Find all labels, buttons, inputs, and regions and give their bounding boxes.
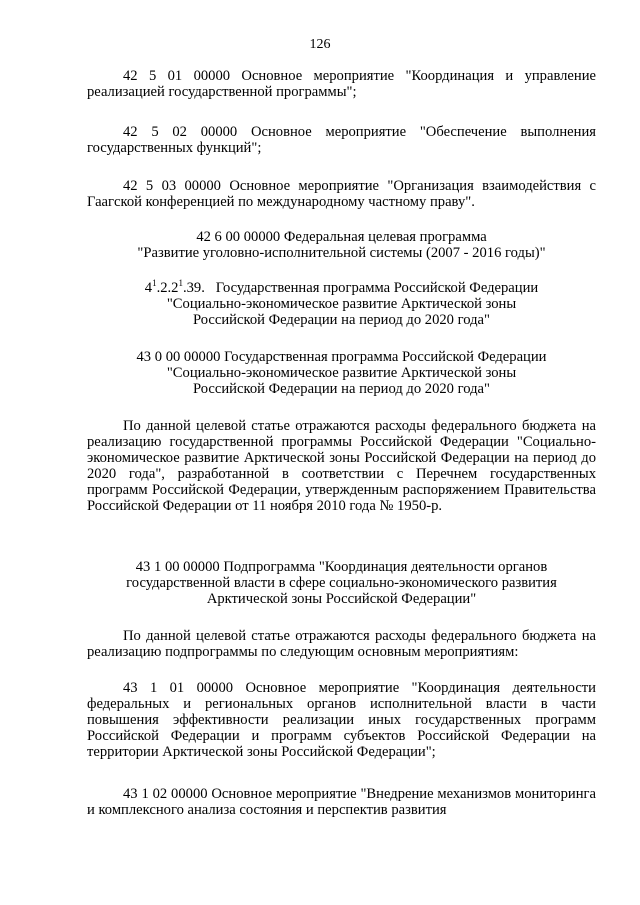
paragraph-43-1-02: 43 1 02 00000 Основное мероприятие "Внедрение механизмов мониторинга и комплексного анализа состояния и перспектив развития — [87, 786, 596, 818]
heading-43-0 — [87, 349, 596, 397]
heading-43-1 — [87, 559, 596, 607]
page-number: 126 — [309, 37, 331, 52]
paragraph-42-5-02: 42 5 02 00000 Основное мероприятие "Обеспечение выполнения государственных функций"; — [87, 124, 596, 156]
heading-line: Российской Федерации на период до 2020 года" — [193, 381, 490, 397]
heading-line: Арктической зоны Российской Федерации" — [206, 591, 477, 607]
heading-line: 43 0 00 00000 Государственная программа Российской Федерации — [136, 349, 547, 365]
heading-line: "Социально-экономическое развитие Арктической зоны — [166, 296, 517, 312]
heading-line: $4^1.2.2^1.39$. Государственная программа Российской Федерации — [144, 278, 539, 296]
paragraph-42-5-01: 42 5 01 00000 Основное мероприятие "Координация и управление реализацией государственной программы"; — [87, 68, 596, 100]
paragraph-42-5-03: 42 5 03 00000 Основное мероприятие "Организация взаимодействия с Гаагской конференцией по международному частному праву". — [87, 178, 596, 210]
heading-line: Российской Федерации на период до 2020 года" — [193, 312, 490, 328]
heading-line: 43 1 00 00000 Подпрограмма "Координация деятельности органов — [135, 559, 548, 575]
section-number: $4^1.2.2^1.39$. — [144, 278, 205, 296]
paragraph-program-description: По данной целевой статье отражаются расходы федерального бюджета на реализацию государственной программы Российской Федерации "Социально-экономическое развитие Арктической зоны Российской Федерации на период до 2020 года", разработанной в соответствии с Перечнем государственных программ Российской Федерации, утвержденным распоряжением Правительства Российской Федерации от 11 ноября 2010 года № 1950-р. — [87, 418, 596, 514]
heading-line: государственной власти в сфере социально-экономического развития — [126, 575, 557, 591]
heading-line: 42 6 00 00000 Федеральная целевая программа — [196, 229, 487, 245]
heading-line: "Социально-экономическое развитие Арктической зоны — [166, 365, 517, 381]
heading-line: "Развитие уголовно-исполнительной системы (2007 - 2016 годы)" — [137, 245, 546, 261]
heading-section-4-2-2-39 — [87, 280, 596, 328]
paragraph-43-1-01: 43 1 01 00000 Основное мероприятие "Координация деятельности федеральных и региональных органов исполнительной власти в части повышения эффективности реализации иных государственных программ Российской Федерации и программ субъектов Российской Федерации на территории Арктической зоны Российской Федерации"; — [87, 680, 596, 760]
heading-42-6 — [87, 229, 596, 261]
paragraph-subprogram-description: По данной целевой статье отражаются расходы федерального бюджета на реализацию подпрограммы по следующим основным мероприятиям: — [87, 628, 596, 660]
